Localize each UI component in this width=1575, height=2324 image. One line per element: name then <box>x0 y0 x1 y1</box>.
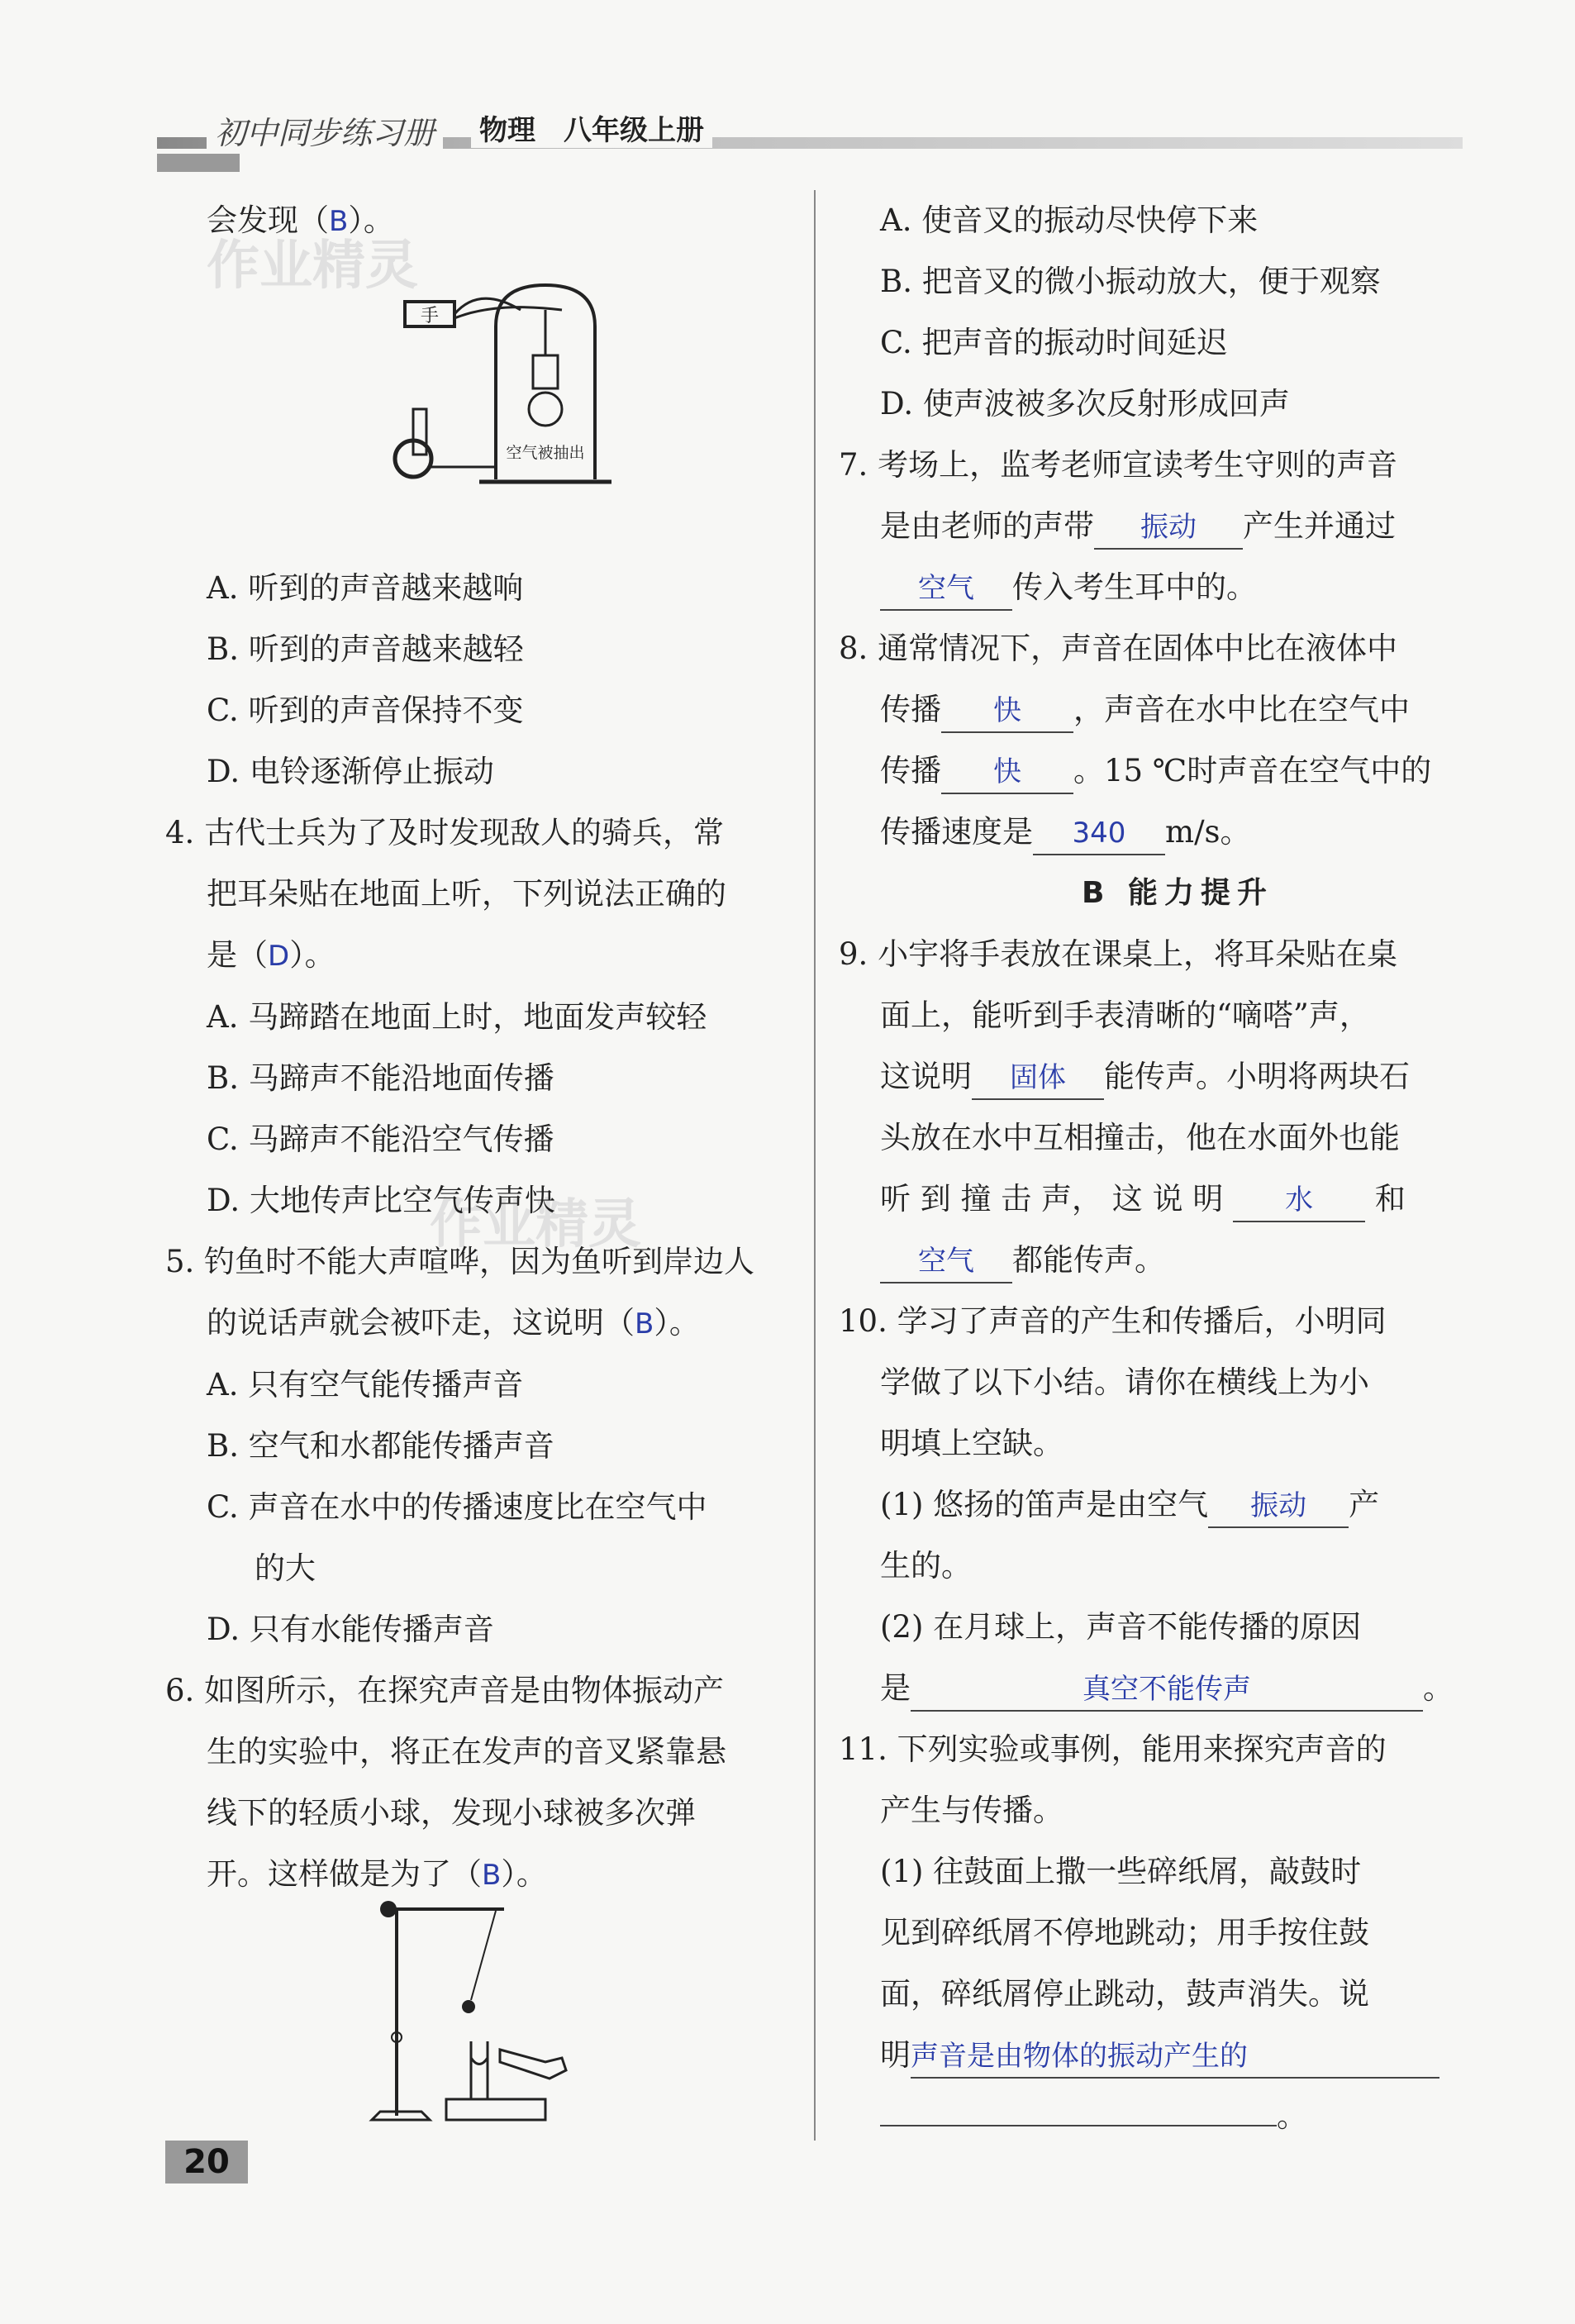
page-number: 20 <box>165 2141 248 2184</box>
q8-blank-2: 快 <box>941 750 1073 794</box>
ball-right <box>462 2000 475 2013</box>
q11-stem: 产生与传播。 <box>880 1793 1063 1828</box>
q5-option-continued: 的大 <box>255 1550 316 1586</box>
q10-stem: 学做了以下小结。请你在横线上为小 <box>880 1364 1369 1400</box>
q6-option: D. 使声波被多次反射形成回声 <box>880 386 1290 421</box>
q10-stem: 明填上空缺。 <box>880 1426 1063 1461</box>
bell-coil <box>533 355 558 388</box>
q11-part: 。 <box>880 2086 1475 2147</box>
q5-stem: 5. 钓鱼时不能大声喧哗，因为鱼听到岸边人 <box>165 1244 755 1279</box>
q11-part: 面，碎纸屑停止跳动，鼓声消失。说 <box>880 1976 1369 2012</box>
q10-part: (1) 悠扬的笛声是由空气 振动 产 <box>880 1474 1475 1536</box>
q9-stem: 9. 小宇将手表放在课桌上，将耳朵贴在桌 <box>839 936 1398 972</box>
q6-option: A. 使音叉的振动尽快停下来 <box>880 202 1259 238</box>
q3-option: A. 听到的声音越来越响 <box>207 570 524 606</box>
section-heading: B 能力提升 <box>1082 876 1273 910</box>
stand-clamp <box>380 1901 397 1917</box>
q8-stem: 传播 快 。15 ℃时声音在空气中的 <box>880 741 1475 802</box>
q4-answer: D <box>268 940 290 973</box>
q8-blank-1: 快 <box>941 689 1073 733</box>
thread-right <box>471 1911 496 2000</box>
q3-stem: 会发现（B）。 <box>207 202 394 238</box>
pump-body <box>413 409 426 455</box>
q7-stem: 是由老师的声带 振动 产生并通过 <box>880 496 1475 557</box>
q4-option: B. 马蹄声不能沿地面传播 <box>207 1060 554 1096</box>
page-header <box>157 107 1463 174</box>
hand <box>500 2050 566 2079</box>
q9-stem: 这说明 固体 能传声。小明将两块石 <box>880 1046 1475 1107</box>
q10-part: (2) 在月球上，声音不能传播的原因 <box>880 1609 1362 1645</box>
q5-option: C. 声音在水中的传播速度比在空气中 <box>207 1489 707 1525</box>
q8-stem: 8. 通常情况下，声音在固体中比在液体中 <box>839 631 1398 666</box>
q4-stem: 把耳朵贴在地面上听，下列说法正确的 <box>207 876 726 912</box>
q9-stem: 面上，能听到手表清晰的“嘀嗒”声， <box>880 998 1370 1033</box>
resonator-box <box>446 2099 545 2120</box>
q7-stem: 空气 传入考生耳中的。 <box>880 557 1475 618</box>
header-series-title: 初中同步练习册 <box>207 107 443 153</box>
q11-part: 明声音是由物体的振动产生的 <box>880 2025 1475 2086</box>
q3-answer: B <box>329 205 349 238</box>
q6-option: B. 把音叉的微小振动放大，便于观察 <box>880 264 1381 299</box>
q8-stem: 传播 快 ，声音在水中比在空气中 <box>880 679 1475 741</box>
q4-option: C. 马蹄声不能沿空气传播 <box>207 1122 554 1157</box>
q4-option: D. 大地传声比空气传声快 <box>207 1183 555 1218</box>
q11-blank-1: 声音是由物体的振动产生的 <box>911 2035 1439 2079</box>
column-divider <box>814 190 816 2141</box>
q5-answer: B <box>635 1307 654 1341</box>
q9-stem: 听 到 撞 击 声， 这 说 明 水 和 <box>880 1169 1475 1230</box>
q7-blank-1: 振动 <box>1094 506 1243 550</box>
q5-option: D. 只有水能传播声音 <box>207 1612 494 1647</box>
q6-option: C. 把声音的振动时间延迟 <box>880 325 1228 360</box>
q10-blank-1: 振动 <box>1208 1484 1349 1528</box>
q6-stem: 6. 如图所示，在探究声音是由物体振动产 <box>165 1673 725 1708</box>
q6-stem: 线下的轻质小球，发现小球被多次弹 <box>207 1795 696 1831</box>
q4-stem: 是（D）。 <box>207 937 335 973</box>
q4-option: A. 马蹄踏在地面上时，地面发声较轻 <box>207 999 707 1035</box>
q11-part: 见到碎纸屑不停地跳动；用手按住鼓 <box>880 1915 1369 1950</box>
q9-stem: 空气 都能传声。 <box>880 1230 1475 1291</box>
q10-part: 生的。 <box>880 1548 972 1583</box>
q10-stem: 10. 学习了声音的产生和传播后，小明同 <box>839 1303 1387 1339</box>
q6-stem: 生的实验中，将正在发声的音叉紧靠悬 <box>207 1734 726 1769</box>
q3-option: D. 电铃逐渐停止振动 <box>207 754 494 789</box>
q11-part: (1) 往鼓面上撒一些碎纸屑，敲鼓时 <box>880 1854 1362 1889</box>
q9-blank-3: 空气 <box>880 1240 1012 1283</box>
bell-jar-figure <box>380 277 645 492</box>
q8-stem: 传播速度是 340 m/s。 <box>880 802 1475 863</box>
q5-option: A. 只有空气能传播声音 <box>207 1367 524 1402</box>
q9-blank-1: 固体 <box>972 1056 1104 1100</box>
q4-stem: 4. 古代士兵为了及时发现敌人的骑兵，常 <box>165 815 725 850</box>
q6-stem: 开。这样做是为了（B）。 <box>207 1856 547 1892</box>
stand-base <box>372 2112 430 2120</box>
figure-label: 空气被抽出 <box>506 444 585 462</box>
q7-stem: 7. 考场上，监考老师宣读考生守则的声音 <box>839 447 1398 483</box>
watermark: 作业精灵 <box>207 236 418 297</box>
tuning-fork <box>471 2041 488 2099</box>
q10-part: 是 真空不能传声 。 <box>880 1658 1475 1719</box>
q11-stem: 11. 下列实验或事例，能用来探究声音的 <box>839 1731 1387 1767</box>
q10-blank-2: 真空不能传声 <box>911 1668 1423 1712</box>
q8-blank-3: 340 <box>1033 812 1165 855</box>
q5-stem: 的说话声就会被吓走，这说明（B）。 <box>207 1305 700 1341</box>
q5-option: B. 空气和水都能传播声音 <box>207 1428 554 1464</box>
q3-option: C. 听到的声音保持不变 <box>207 693 524 728</box>
q11-blank-2 <box>880 2125 1277 2126</box>
bell <box>529 393 562 426</box>
watermark: 作业精灵 <box>430 1194 641 1255</box>
header-band-accent <box>157 154 240 172</box>
q6-answer: B <box>482 1859 502 1892</box>
q7-blank-2: 空气 <box>880 567 1012 611</box>
figure-tag: 手 <box>420 306 440 326</box>
tuning-fork-figure <box>355 1893 653 2132</box>
q9-stem: 头放在水中互相撞击，他在水面外也能 <box>880 1120 1400 1155</box>
header-subject: 物理 八年级上册 <box>471 107 712 148</box>
q9-blank-2: 水 <box>1233 1179 1365 1222</box>
q3-option: B. 听到的声音越来越轻 <box>207 631 524 667</box>
right-column <box>839 190 1475 2147</box>
